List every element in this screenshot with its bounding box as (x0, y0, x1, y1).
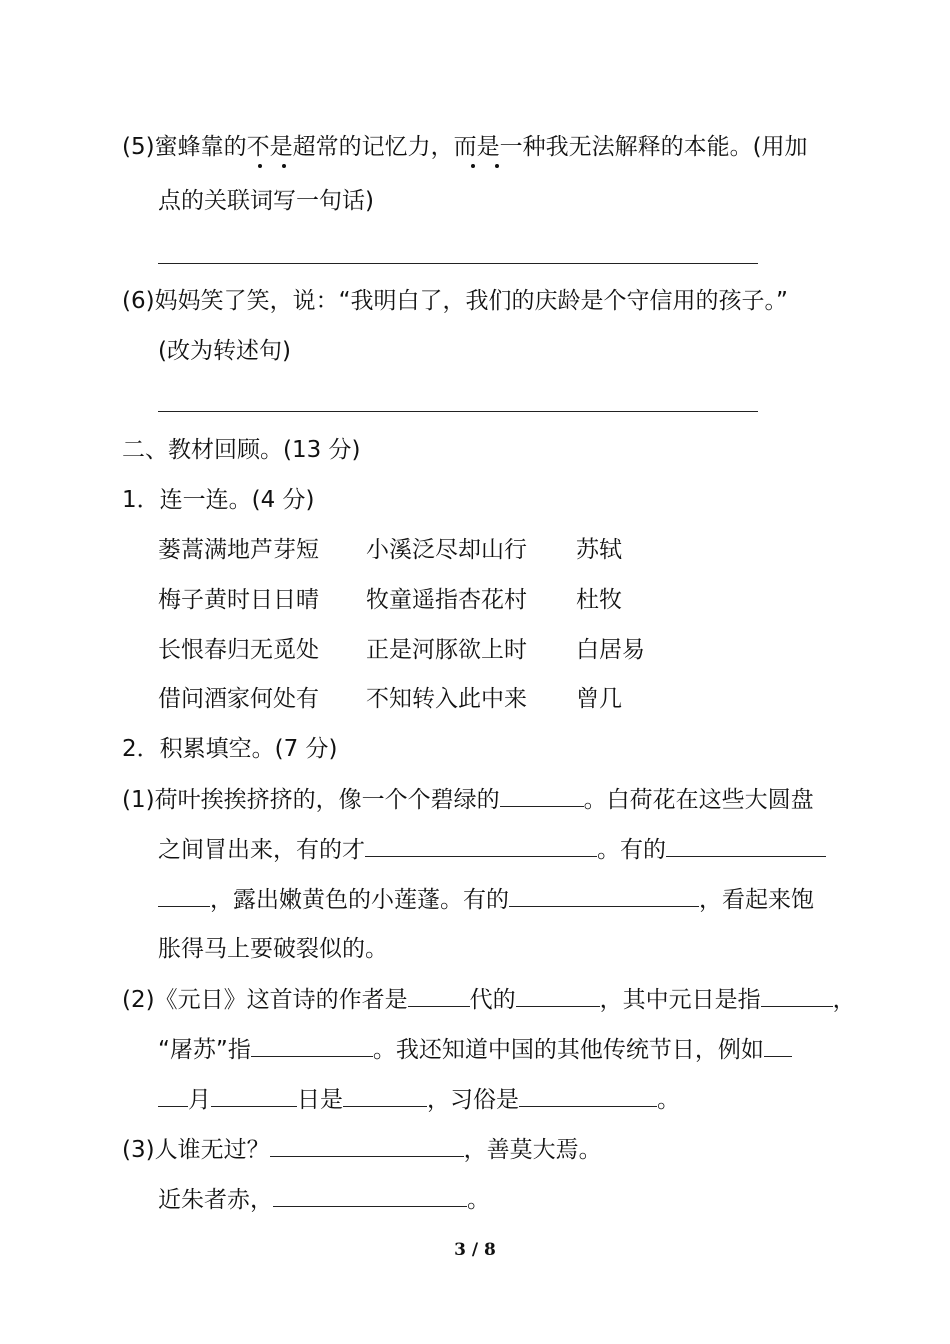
blank[interactable] (270, 1134, 464, 1157)
match-left-4[interactable]: 借问酒家何处有 (158, 686, 319, 712)
fill-2-line2 (158, 1034, 950, 1065)
blank[interactable] (509, 884, 699, 907)
text: 。有的 (597, 837, 666, 863)
text: ，习俗是 (427, 1087, 519, 1113)
q5-line2: 点的关联词写一句话) (158, 188, 374, 214)
answer-line[interactable] (158, 263, 758, 264)
q6-line2: (改为转述句) (158, 338, 291, 364)
fill-1-line2 (158, 834, 950, 865)
text: 之间冒出来，有的才 (158, 837, 365, 863)
answer-line[interactable] (158, 411, 758, 412)
fill-1-line1 (122, 784, 950, 815)
emphasis-dot (471, 164, 475, 168)
blank[interactable] (761, 984, 833, 1007)
text: 。 (467, 1187, 490, 1213)
match-left-2[interactable]: 梅子黄时日日晴 (158, 587, 319, 613)
match-right-3[interactable]: 白居易 (576, 637, 645, 663)
match-right-2[interactable]: 杜牧 (576, 587, 622, 613)
match-right-1[interactable]: 苏轼 (576, 537, 622, 563)
text: ， (832, 987, 856, 1013)
page-number: 3 / 8 (454, 1240, 496, 1260)
text: “屠苏”指 (158, 1037, 251, 1063)
blank[interactable] (500, 784, 584, 807)
text: 日是 (297, 1087, 343, 1113)
text: 月 (188, 1087, 211, 1113)
emphasis-dot (258, 164, 262, 168)
fill-3-line2 (158, 1184, 950, 1215)
blank[interactable] (519, 1084, 657, 1107)
blank[interactable] (343, 1084, 427, 1107)
text: 。 (657, 1087, 680, 1113)
match-mid-4[interactable]: 不知转入此中来 (366, 686, 527, 712)
task1-title: 1．连一连。(4 分) (122, 487, 315, 513)
match-mid-2[interactable]: 牧童遥指杏花村 (366, 587, 527, 613)
text: ，看起来饱 (699, 887, 814, 913)
task2-title: 2．积累填空。(7 分) (122, 736, 338, 762)
fill-1-line3 (158, 884, 950, 915)
blank[interactable] (273, 1184, 467, 1207)
blank[interactable] (251, 1034, 373, 1057)
match-mid-1[interactable]: 小溪泛尽却山行 (366, 537, 527, 563)
blank[interactable] (516, 984, 600, 1007)
fill-3-line1 (122, 1134, 950, 1165)
text: (3)人谁无过？ (122, 1137, 270, 1163)
match-right-4[interactable]: 曾几 (576, 686, 622, 712)
text: ，露出嫩黄色的小莲蓬。有的 (210, 887, 509, 913)
q5-line1: (5)蜜蜂靠的不是超常的记忆力，而是一种我无法解释的本能。(用加 (122, 134, 808, 160)
blank[interactable] (211, 1084, 297, 1107)
fill-1-line4: 胀得马上要破裂似的。 (158, 936, 388, 962)
blank[interactable] (666, 834, 826, 857)
blank[interactable] (408, 984, 470, 1007)
text: ，其中元日是指 (599, 987, 761, 1013)
section-title: 二、教材回顾。(13 分) (122, 437, 361, 463)
q6-line1: (6)妈妈笑了笑，说：“我明白了，我们的庆龄是个守信用的孩子。” (122, 288, 788, 314)
text: (1)荷叶挨挨挤挤的，像一个个碧绿的 (122, 787, 500, 813)
emphasis-dot (282, 164, 286, 168)
emphasis-dot (495, 164, 499, 168)
blank[interactable] (158, 1084, 188, 1107)
blank[interactable] (158, 884, 210, 907)
text: 。我还知道中国的其他传统节日，例如 (372, 1037, 764, 1063)
text: 代的 (469, 987, 516, 1013)
text: 近朱者赤， (158, 1187, 273, 1213)
fill-2-line3 (158, 1084, 950, 1115)
blank[interactable] (764, 1034, 792, 1057)
text: (2)《元日》这首诗的作者是 (122, 987, 408, 1013)
match-left-1[interactable]: 蒌蒿满地芦芽短 (158, 537, 319, 563)
text: 。白荷花在这些大圆盘 (583, 787, 814, 813)
text: ，善莫大焉。 (463, 1137, 602, 1163)
blank[interactable] (365, 834, 597, 857)
match-left-3[interactable]: 长恨春归无觅处 (158, 637, 319, 663)
fill-2-line1 (122, 984, 950, 1015)
match-mid-3[interactable]: 正是河豚欲上时 (366, 637, 527, 663)
